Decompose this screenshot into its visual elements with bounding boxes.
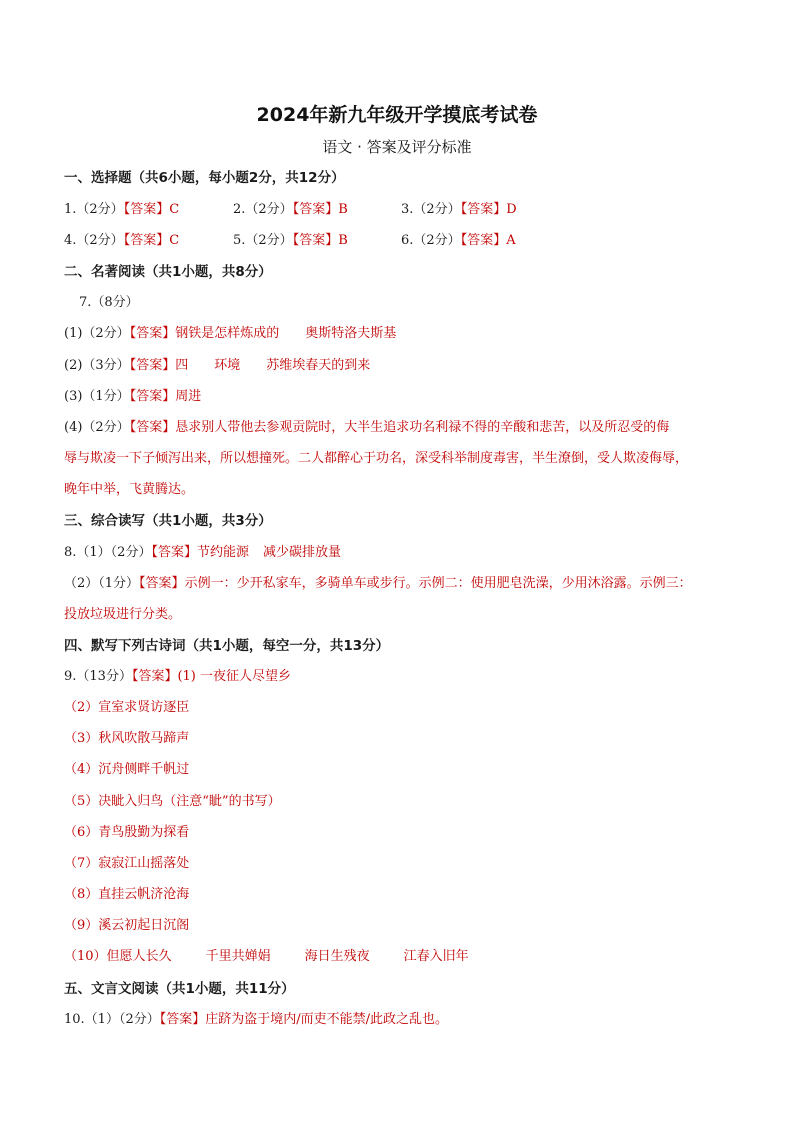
q9-line-6: （6）青鸟殷勤为探看 xyxy=(64,825,190,840)
page-title: 2024年新九年级开学摸底考试卷 xyxy=(256,104,538,126)
answer-tag: 【答案】 xyxy=(123,202,170,217)
answer-text: 苏维埃春天的到来 xyxy=(266,358,371,373)
answer-row-2 xyxy=(233,200,348,220)
answer-text: 钢铁是怎样炼成的 xyxy=(175,326,280,341)
answer-tag: 【答案】 xyxy=(131,669,178,684)
answer-tag: 【答案】 xyxy=(129,389,176,404)
q7-part-1 xyxy=(64,324,396,344)
answer-tag: 【答案】 xyxy=(139,576,185,591)
answer-tag: 【答案】 xyxy=(129,326,176,341)
q9-line-5: （5）决眦入归鸟（注意“眦”的书写） xyxy=(64,794,281,809)
question-number: 2.（2分） xyxy=(233,202,293,217)
section-heading-1: 一、选择题（共6小题，每小题2分，共12分） xyxy=(64,170,345,186)
part-number: 10.（1）（2分） xyxy=(64,1012,160,1027)
q9-line-3: （3）秋风吹散马蹄声 xyxy=(64,731,190,746)
q8-part-1 xyxy=(64,543,341,563)
answer-tag: 【答案】 xyxy=(159,1012,206,1027)
answer-text: 示例一：少开私家车，多骑单车或步行。示例二：使用肥皂洗澡，少用沐浴露。示例三： xyxy=(184,576,692,591)
answer-text: 环境 xyxy=(214,358,241,373)
answer-row-5 xyxy=(233,231,348,251)
answer-text: 四 xyxy=(175,358,189,373)
question-number: 3.（2分） xyxy=(401,202,461,217)
q10-part-1 xyxy=(64,1010,448,1030)
answer-tag: 【答案】 xyxy=(129,358,176,373)
answer-text: 海日生残夜 xyxy=(304,949,370,964)
answer-value: C xyxy=(169,233,180,248)
q9-line-7: （7）寂寂江山摇落处 xyxy=(64,856,190,871)
answer-tag: 【答案】 xyxy=(151,545,197,560)
q7-part-2 xyxy=(64,356,370,376)
answer-value: D xyxy=(506,202,517,217)
answer-text: (1) 一夜征人尽望乡 xyxy=(177,669,292,684)
part-number: （2）（1分） xyxy=(64,576,140,591)
q7-part-4-cont: 晚年中举，飞黄腾达。 xyxy=(64,482,195,497)
answer-value: B xyxy=(338,202,348,217)
question-number: 1.（2分） xyxy=(64,202,124,217)
question-number: 9.（13分） xyxy=(64,669,132,684)
answer-value: A xyxy=(506,233,516,248)
section-heading-5: 五、文言文阅读（共1小题，共11分） xyxy=(64,981,295,997)
answer-text: 奥斯特洛夫斯基 xyxy=(305,326,397,341)
q9-line-10 xyxy=(64,947,469,967)
q9-line-1 xyxy=(64,667,291,687)
question-7-head: 7.（8分） xyxy=(79,295,139,310)
question-number: 4.（2分） xyxy=(64,233,124,248)
page-subtitle: 语文 · 答案及评分标准 xyxy=(322,138,472,156)
answer-row-4 xyxy=(64,231,179,251)
section-heading-3: 三、综合读写（共1小题，共3分） xyxy=(64,513,272,529)
answer-row-3 xyxy=(401,200,517,220)
answer-text: 节约能源 xyxy=(196,545,249,560)
part-number: （10） xyxy=(64,949,107,964)
answer-tag: 【答案】 xyxy=(460,233,507,248)
q9-line-4: （4）沉舟侧畔千帆过 xyxy=(64,762,190,777)
answer-text: 江春入旧年 xyxy=(403,949,469,964)
part-number: (4)（2分） xyxy=(64,420,130,435)
question-number: 5.（2分） xyxy=(233,233,293,248)
answer-text: 周进 xyxy=(175,389,202,404)
answer-text: 千里共婵娟 xyxy=(205,949,271,964)
section-heading-2: 二、名著阅读（共1小题，共8分） xyxy=(64,264,272,280)
part-number: (1)（2分） xyxy=(64,326,130,341)
q8-part-2 xyxy=(64,574,692,594)
answer-value: C xyxy=(169,202,180,217)
answer-tag: 【答案】 xyxy=(460,202,507,217)
part-number: (2)（3分） xyxy=(64,358,130,373)
q9-line-2: （2）宣室求贤访逐臣 xyxy=(64,700,190,715)
q9-line-8: （8）直挂云帆济沧海 xyxy=(64,887,190,902)
answer-row-1 xyxy=(64,200,179,220)
answer-text: 但愿人长久 xyxy=(106,949,172,964)
answer-tag: 【答案】 xyxy=(123,233,170,248)
answer-text: 恳求别人带他去参观贡院时，大半生追求功名利禄不得的辛酸和悲苦，以及所忍受的侮 xyxy=(175,420,670,435)
answer-value: B xyxy=(338,233,348,248)
answer-tag: 【答案】 xyxy=(129,420,176,435)
q7-part-4 xyxy=(64,418,669,438)
q7-part-4-cont: 辱与欺凌一下子倾泻出来，所以想撞死。二人都醉心于功名，深受科举制度毒害，半生潦倒，受人欺凌侮辱， xyxy=(64,451,689,466)
question-number: 6.（2分） xyxy=(401,233,461,248)
answer-row-6 xyxy=(401,231,516,251)
answer-tag: 【答案】 xyxy=(292,233,339,248)
q8-part-2-cont: 投放垃圾进行分类。 xyxy=(64,607,182,622)
answer-text: 减少碳排放量 xyxy=(262,545,341,560)
q9-line-9: （9）溪云初起日沉阁 xyxy=(64,918,190,933)
part-number: (3)（1分） xyxy=(64,389,130,404)
section-heading-4: 四、默写下列古诗词（共1小题，每空一分，共13分） xyxy=(64,638,390,654)
answer-tag: 【答案】 xyxy=(292,202,339,217)
q7-part-3 xyxy=(64,387,201,407)
part-number: 8.（1）（2分） xyxy=(64,545,152,560)
answer-text: 庄跻为盗于境内/而吏不能禁/此政之乱也。 xyxy=(205,1012,448,1027)
